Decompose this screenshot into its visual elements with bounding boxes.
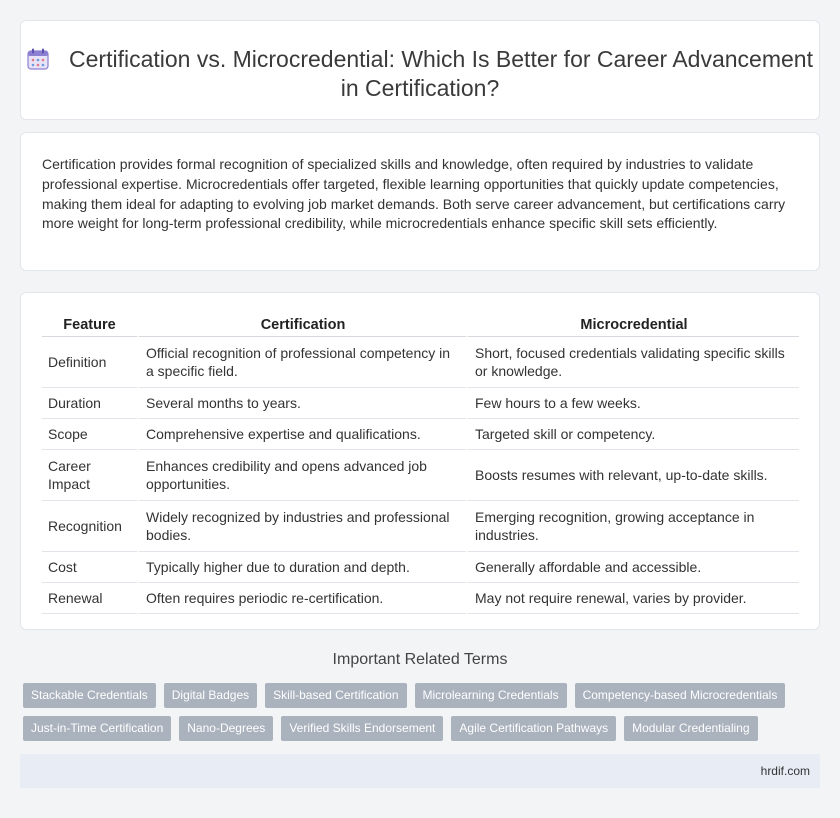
header-feature: Feature xyxy=(42,315,137,337)
table-row xyxy=(42,337,799,388)
tag-row xyxy=(23,683,813,708)
table-row xyxy=(42,501,799,552)
cell-microcredential: Targeted skill or competency. xyxy=(466,419,799,450)
cell-feature: Cost xyxy=(42,552,137,583)
cell-certification: Comprehensive expertise and qualifications. xyxy=(137,419,466,450)
header-microcredential: Microcredential xyxy=(466,315,799,337)
page-title xyxy=(21,45,819,103)
cell-feature: Definition xyxy=(42,337,137,388)
cell-feature: Scope xyxy=(42,419,137,450)
cell-certification: Often requires periodic re-certification. xyxy=(137,583,466,614)
cell-microcredential: Generally affordable and accessible. xyxy=(466,552,799,583)
table-row xyxy=(42,419,799,450)
cell-feature: Duration xyxy=(42,388,137,419)
tag-stackable-credentials[interactable]: Stackable Credentials xyxy=(23,683,156,708)
tag-skill-based-certification[interactable]: Skill-based Certification xyxy=(265,683,406,708)
comparison-card xyxy=(20,292,820,630)
tag-just-in-time-certification[interactable]: Just-in-Time Certification xyxy=(23,716,171,741)
tag-competency-based-microcredentials[interactable]: Competency-based Microcredentials xyxy=(575,683,786,708)
page-title-text: Certification vs. Microcredential: Which Is Better for Career Advancement in Certification? xyxy=(69,46,813,101)
cell-certification: Enhances credibility and opens advanced job opportunities. xyxy=(137,450,466,501)
tag-agile-certification-pathways[interactable]: Agile Certification Pathways xyxy=(451,716,616,741)
table-row xyxy=(42,450,799,501)
cell-feature: Career Impact xyxy=(42,450,137,501)
related-terms-tags xyxy=(23,683,813,749)
related-terms-heading: Important Related Terms xyxy=(332,651,508,668)
tag-verified-skills-endorsement[interactable]: Verified Skills Endorsement xyxy=(281,716,443,741)
tag-microlearning-credentials[interactable]: Microlearning Credentials xyxy=(415,683,567,708)
cell-microcredential: Emerging recognition, growing acceptance in industries. xyxy=(466,501,799,552)
header-certification: Certification xyxy=(137,315,466,337)
cell-microcredential: May not require renewal, varies by provider. xyxy=(466,583,799,614)
table-row xyxy=(42,552,799,583)
cell-certification: Typically higher due to duration and depth. xyxy=(137,552,466,583)
calendar-icon xyxy=(27,48,49,70)
tag-row xyxy=(23,716,813,741)
cell-microcredential: Short, focused credentials validating specific skills or knowledge. xyxy=(466,337,799,388)
cell-microcredential: Few hours to a few weeks. xyxy=(466,388,799,419)
tag-digital-badges[interactable]: Digital Badges xyxy=(164,683,257,708)
summary-card xyxy=(20,132,820,271)
footer-site-link[interactable]: hrdif.com xyxy=(760,764,810,778)
cell-microcredential: Boosts resumes with relevant, up-to-date skills. xyxy=(466,450,799,501)
comparison-table xyxy=(42,315,799,614)
cell-feature: Recognition xyxy=(42,501,137,552)
cell-certification: Official recognition of professional competency in a specific field. xyxy=(137,337,466,388)
cell-certification: Several months to years. xyxy=(137,388,466,419)
title-card xyxy=(20,20,820,120)
summary-paragraph: Certification provides formal recognition of specialized skills and knowledge, often required by industries to validate professional expertise. Microcredentials offer targeted, flexible learning opportunities that quickly update competencies, making them ideal for adapting to evolving job market demands. Both serve career advancement, but certifications carry more weight for long-term professional credibility, while microcredentials enhance specific skill sets efficiently. xyxy=(42,156,786,232)
footer xyxy=(20,754,820,788)
table-row xyxy=(42,583,799,614)
table-header-row xyxy=(42,315,799,337)
tag-nano-degrees[interactable]: Nano-Degrees xyxy=(179,716,273,741)
tag-modular-credentialing[interactable]: Modular Credentialing xyxy=(624,716,757,741)
table-row xyxy=(42,388,799,419)
cell-certification: Widely recognized by industries and professional bodies. xyxy=(137,501,466,552)
cell-feature: Renewal xyxy=(42,583,137,614)
